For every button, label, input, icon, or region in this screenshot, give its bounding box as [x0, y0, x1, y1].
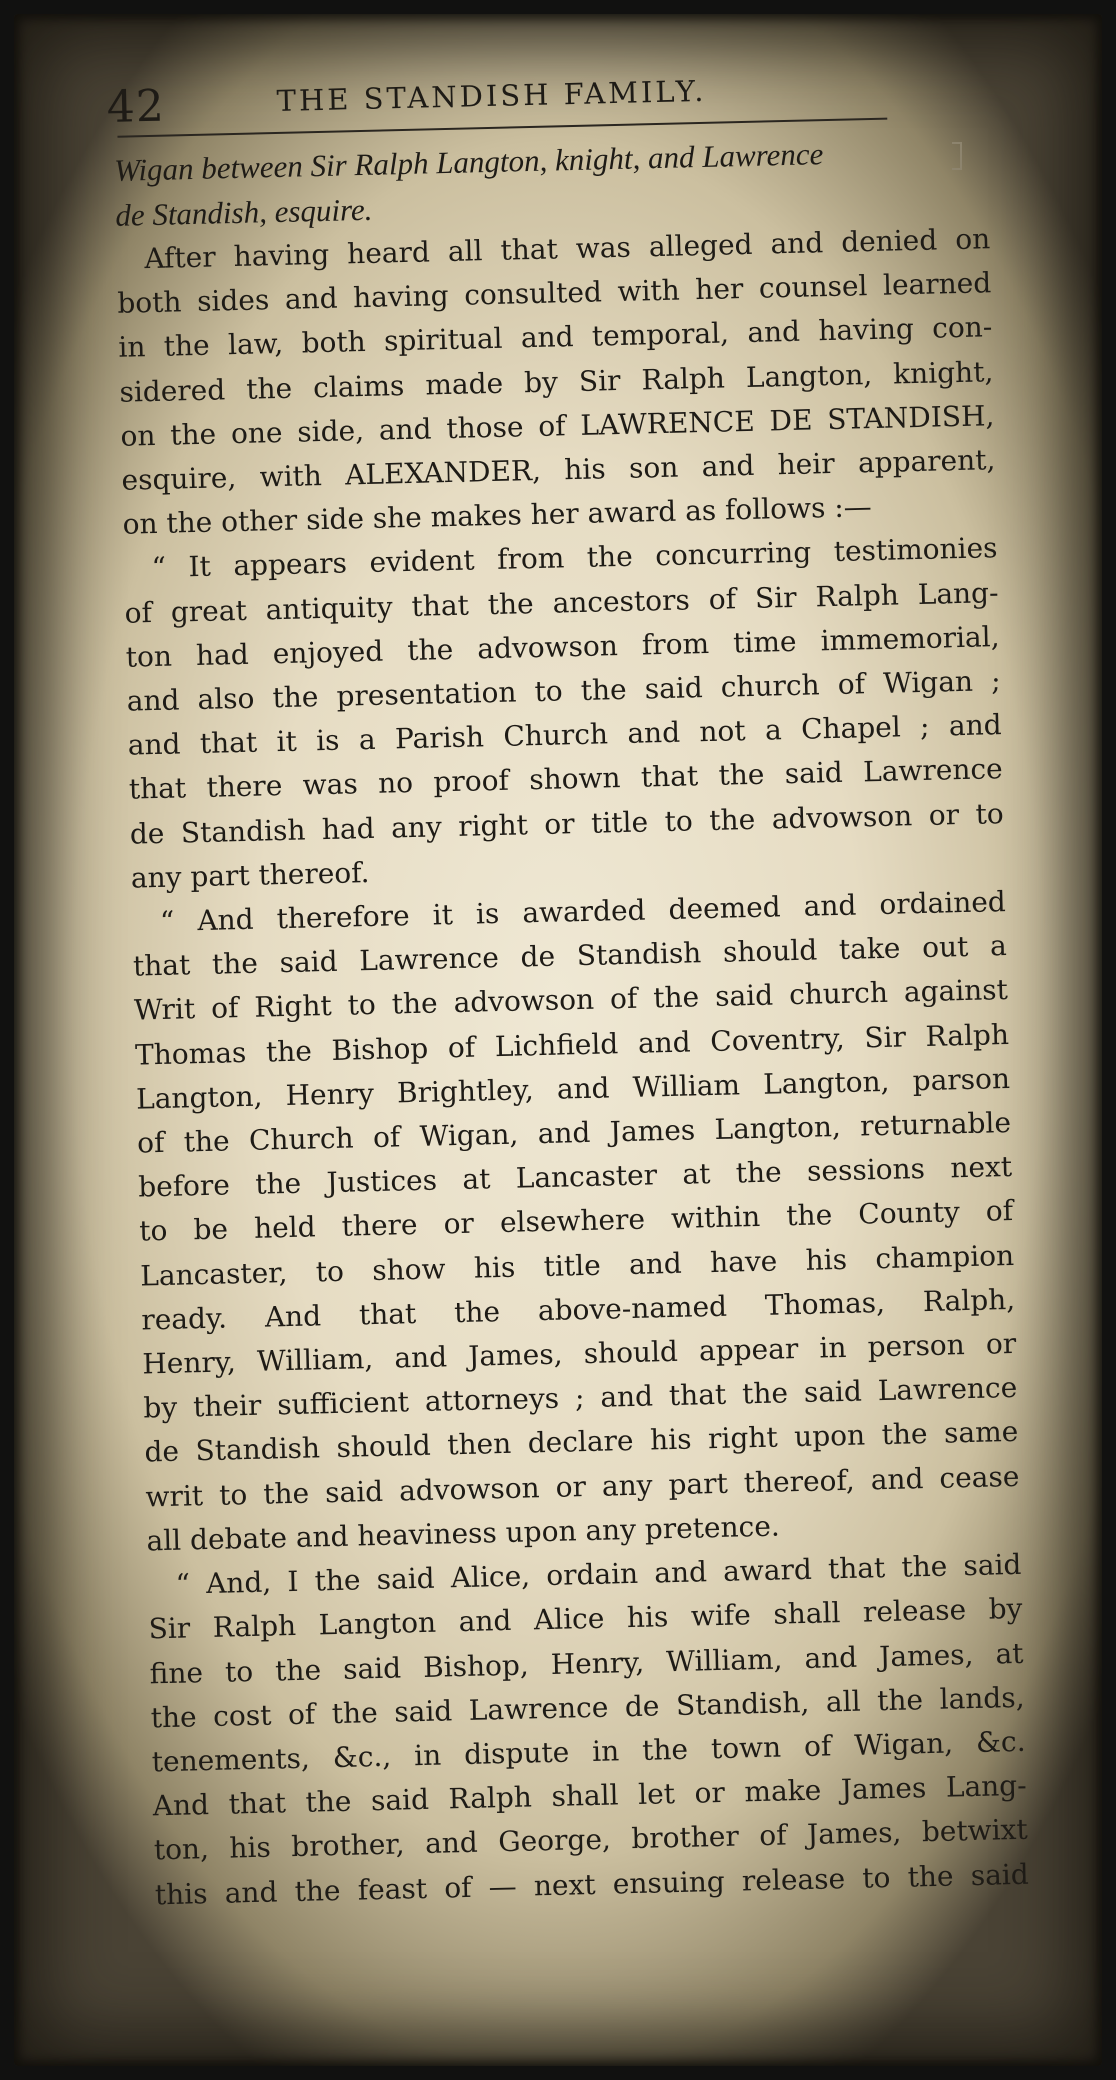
text-line: and also the presentation to the said church of Wigan ;	[126, 664, 1001, 718]
text-line: and that it is a Parish Church and not a Chapel ; and	[127, 708, 1002, 762]
text-line: that the said Lawrence de Standish should take out a	[132, 929, 1008, 983]
text-line: in the law, both spiritual and temporal, and having con-	[118, 310, 993, 365]
text-line: on the one side, and those of LAWRENCE DE STANDISH,	[120, 398, 995, 453]
text-line: by their sufficient attorneys ; and that the said Lawrence	[143, 1371, 1018, 1425]
text-line: Sir Ralph Langton and Alice his wife shall release by	[148, 1592, 1023, 1646]
text-line: sidered the claims made by Sir Ralph Langton, knight,	[119, 354, 994, 409]
text-line: the cost of the said Lawrence de Standish, all the lands,	[150, 1680, 1025, 1735]
text-line: of great antiquity that the ancestors of Sir Ralph Lang-	[124, 575, 999, 630]
text-line: of the Church of Wigan, and James Langton, returnable	[136, 1106, 1012, 1160]
text-line: ready. And that the above-named Thomas, Ralph,	[140, 1282, 1016, 1337]
subheading-line: de Standish, esquire.	[114, 191, 373, 233]
subheading-line: Wigan between Sir Ralph Langton, knight, and Lawrence	[113, 136, 824, 188]
text-line: de Standish had any right or title to the advowson or to	[129, 796, 1005, 851]
text-line: all debate and heaviness upon any pretence.	[146, 1509, 781, 1558]
text-line: Langton, Henry Brightley, and William Langton, parson	[135, 1061, 1011, 1116]
page-text-block	[106, 53, 1029, 1917]
text-line: Henry, William, and James, should appear in person or	[142, 1326, 1017, 1381]
text-line: fine to the said Bishop, Henry, William, and James, at	[149, 1636, 1024, 1690]
running-head	[106, 53, 987, 136]
paragraph-alice-award	[147, 1543, 1029, 1917]
text-line: Lancaster, to show his title and have his champion	[139, 1238, 1015, 1293]
text-line: “ And therefore it is awarded deemed and ordained	[159, 885, 1007, 939]
text-line: And that the said Ralph shall let or make James Lang-	[152, 1768, 1027, 1823]
paragraph-writ-of-right	[131, 880, 1020, 1563]
text-line: both sides and having consulted with her counsel learned	[117, 266, 992, 320]
text-line: this and the feast of — next ensuing release to the said	[154, 1857, 1030, 1911]
text-line: before the Justices at Lancaster at the sessions next	[137, 1150, 1013, 1204]
text-line: writ to the said advowson or any part thereof, and cease	[145, 1459, 1020, 1514]
text-line: on the other side she makes her award as follows :—	[122, 490, 873, 541]
text-line: any part thereof.	[130, 855, 370, 895]
text-line: “ It appears evident from the concurring testimonies	[151, 531, 998, 585]
text-line: Thomas the Bishop of Lichfield and Coventry, Sir Ralph	[134, 1017, 1010, 1072]
book-page	[14, 14, 1102, 2066]
text-line: ton had enjoyed the advowson from time immemorial,	[125, 619, 1000, 674]
text-line: Writ of Right to the advowson of the said church against	[133, 973, 1009, 1028]
text-line: esquire, with ALEXANDER, his son and heir apparent,	[121, 443, 996, 497]
page-number: 42	[106, 80, 166, 133]
text-line: that there was no proof shown that the said Lawrence	[128, 752, 1004, 807]
text-line: de Standish should then declare his right upon the same	[144, 1415, 1019, 1469]
text-line: tenements, &c., in dispute in the town of Wigan, &c.	[151, 1724, 1026, 1779]
paragraph-evidence	[123, 527, 1005, 901]
text-line: After having heard all that was alleged and denied on	[143, 222, 991, 276]
paragraph-award-intro	[116, 217, 997, 547]
text-line: to be held there or elsewhere within the County of	[138, 1194, 1014, 1249]
running-title: THE STANDISH FAMILY.	[276, 73, 707, 118]
text-line: “ And, I the said Alice, ordain and award that the said	[175, 1547, 1022, 1601]
text-line: ton, his brother, and George, brother of James, betwixt	[153, 1813, 1029, 1867]
